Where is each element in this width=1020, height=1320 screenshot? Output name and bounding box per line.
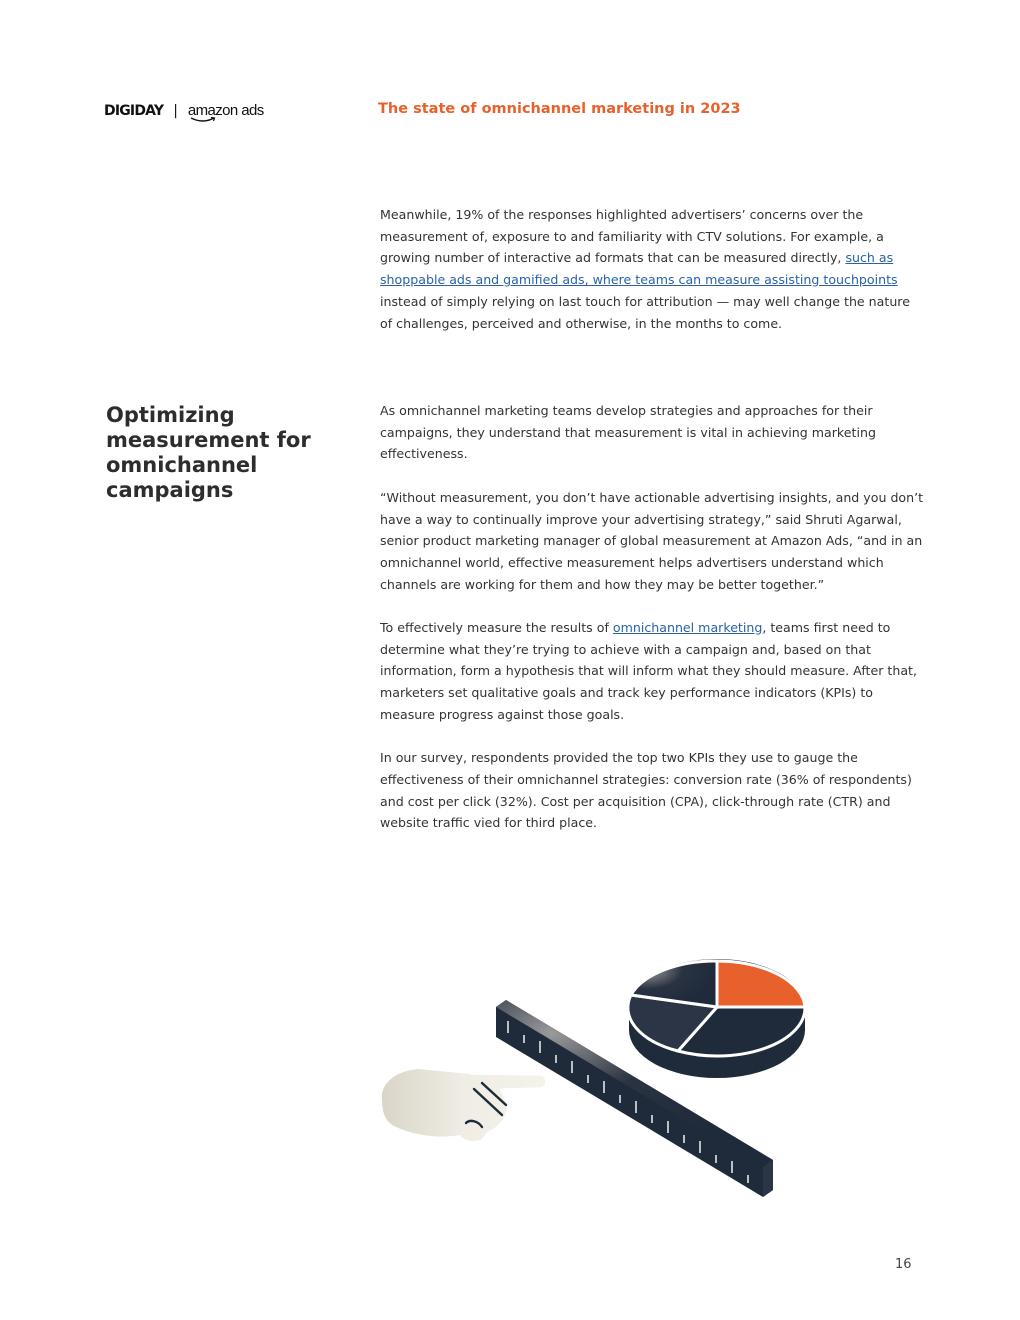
pie-chart-icon	[628, 959, 805, 1078]
amazon-smile-icon	[190, 117, 216, 123]
paragraph-kpis: In our survey, respondents provided the top two KPIs they use to gauge the effectiveness of their omnichannel strategies: conversion rate (36% of respondents) and cost per click (32%). Cost per acquisition (CPA), click-through rate (CTR) and website traffic vied for third place.	[380, 750, 912, 831]
intro-paragraph	[380, 204, 925, 334]
paragraph-effectiveness: As omnichannel marketing teams develop strategies and approaches for their campaigns, they understand that measurement is vital in achieving marketing effectiveness.	[380, 403, 876, 462]
digiday-logo: DIGIDAY	[104, 102, 164, 119]
page-header	[104, 100, 924, 124]
measurement-illustration	[378, 955, 818, 1220]
section-body	[380, 400, 925, 834]
measure-text: To effectively measure the results of	[380, 620, 613, 635]
shoppable-ads-link[interactable]: such as shoppable ads and gamified ads, where teams can measure assisting touchpoints	[380, 250, 898, 288]
intro-paragraph-block	[380, 204, 925, 334]
pointing-hand-icon	[382, 1069, 546, 1141]
brand-logos	[104, 102, 264, 119]
omnichannel-marketing-link[interactable]: omnichannel marketing	[612, 620, 763, 635]
section-heading: Optimizing measurement for omnichannel campaigns	[106, 403, 311, 502]
paragraph-measure-results	[380, 617, 925, 726]
page-number: 16	[895, 1257, 912, 1272]
measure-text-continued: , teams first need to determine what they’re trying to achieve with a campaign and, based on that information, form a hypothesis that will inform what they should measure. After that, marketers set qualitative goals and track key performance indicators (KPIs) to measure progress against those goals.	[380, 620, 917, 722]
amazon-ads-logo	[188, 102, 264, 119]
intro-text-continued: instead of simply relying on last touch for attribution — may well change the nature of challenges, perceived and otherwise, in the months to come.	[380, 293, 910, 331]
paragraph-quote: “Without measurement, you don’t have actionable advertising insights, and you don’t have a way to continually improve your advertising strategy,” said Shruti Agarwal, senior product marketing manager of global measurement at Amazon Ads, “and in an omnichannel world, effective measurement helps advertisers understand which channels are working for them and how they may be better together.”	[380, 489, 924, 592]
amazon-ads-logo-text: amazon ads	[187, 102, 264, 119]
logo-separator: |	[173, 102, 178, 119]
intro-text: Meanwhile, 19% of the responses highlighted advertisers’ concerns over the measurement of, exposure to and familiarity with CTV solutions. For example, a growing number of interactive ad formats that can be measured directly,	[380, 207, 884, 266]
report-title: The state of omnichannel marketing in 2023	[378, 101, 741, 117]
